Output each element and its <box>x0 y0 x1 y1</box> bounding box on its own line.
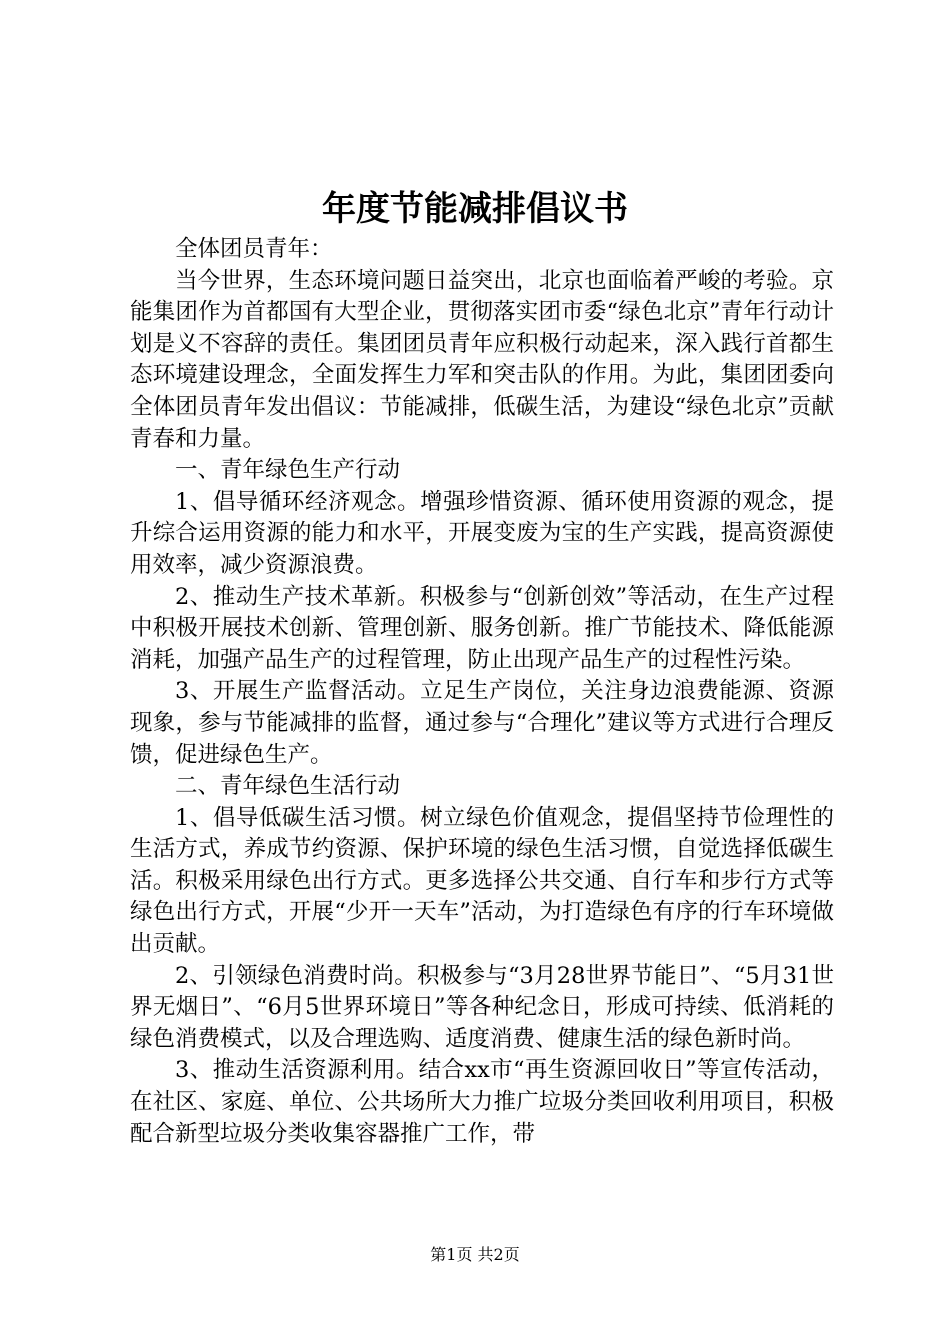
paragraph-life-3: 3、推动生活资源利用。结合xx市“再生资源回收日”等宣传活动，在社区、家庭、单位、公共场所大力推广垃圾分类回收利用项目，积极配合新型垃圾分类收集容器推广工作，带 <box>130 1057 834 1147</box>
page-title: 年度节能减排倡议书 <box>322 189 628 229</box>
paragraph-life-1: 1、倡导低碳生活习惯。树立绿色价值观念，提倡坚持节俭理性的生活方式，养成节约资源、保护环境的绿色生活习惯，自觉选择低碳生活。积极采用绿色出行方式。更多选择公共交通、自行车和步行方式等绿色出行方式，开展“少开一天车”活动，为打造绿色有序的行车环境做出贡献。 <box>130 804 834 958</box>
intro-paragraph: 当今世界，生态环境问题日益突出，北京也面临着严峻的考验。京能集团作为首都国有大型企业，贯彻落实团市委“绿色北京”青年行动计划是义不容辞的责任。集团团员青年应积极行动起来，深入践行首都生态环境建设理念，全面发挥生力军和突击队的作用。为此，集团团委向全体团员青年发出倡议：节能减排，低碳生活，为建设“绿色北京”贡献青春和力量。 <box>130 267 834 452</box>
salutation: 全体团员青年： <box>175 236 333 262</box>
section-heading-production: 一、青年绿色生产行动 <box>175 457 401 484</box>
paragraph-production-3: 3、开展生产监督活动。立足生产岗位，关注身边浪费能源、资源现象，参与节能减排的监督，通过参与“合理化”建议等方式进行合理反馈，促进绿色生产。 <box>130 678 834 768</box>
paragraph-production-2: 2、推动生产技术革新。积极参与“创新创效”等活动，在生产过程中积极开展技术创新、管理创新、服务创新。推广节能技术、降低能源消耗，加强产品生产的过程管理，防止出现产品生产的过程性污染。 <box>130 583 834 673</box>
paragraph-production-1: 1、倡导循环经济观念。增强珍惜资源、循环使用资源的观念，提升综合运用资源的能力和水平，开展变废为宝的生产实践，提高资源使用效率，减少资源浪费。 <box>130 488 834 578</box>
page-footer: 第1页 共2页 <box>430 1245 520 1264</box>
section-heading-life: 二、青年绿色生活行动 <box>175 773 401 800</box>
paragraph-life-2: 2、引领绿色消费时尚。积极参与“3月28世界节能日”、“5月31世界无烟日”、“6月5世界环境日”等各种纪念日，形成可持续、低消耗的绿色消费模式，以及合理选购、适度消费、健康生活的绿色新时尚。 <box>130 962 834 1052</box>
document-body <box>130 234 834 1150</box>
